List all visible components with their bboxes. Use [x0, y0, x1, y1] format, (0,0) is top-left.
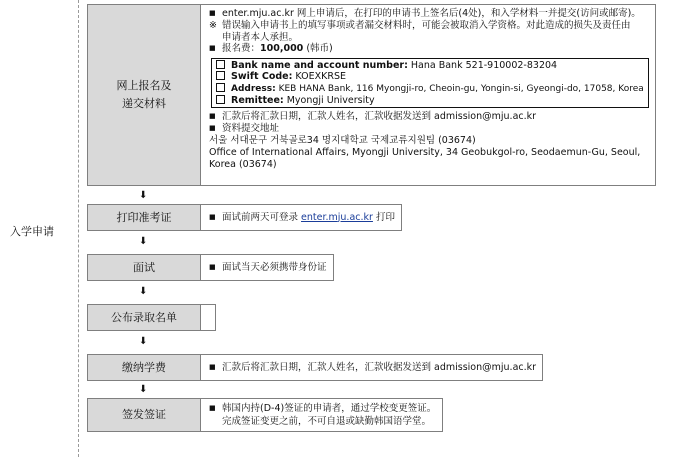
step-online-application: [87, 4, 656, 186]
swift-line: [216, 71, 644, 82]
step-interview: [87, 254, 334, 281]
step-content: [201, 399, 442, 431]
note-line1: 错误输入申请书上的填写事项或者漏交材料时，可能会被取消入学资格。对此造成的损失及责任由: [222, 19, 631, 31]
step-content: [201, 305, 215, 330]
bank-label: Bank name and account number:: [231, 60, 408, 72]
ticket-text: 面试前两天可登录: [222, 211, 302, 223]
bank-account-line: [216, 60, 644, 71]
address-korean: 서울 서대문구 거북골로34 명지대학교 국제교류지원팀 (03674): [209, 134, 476, 146]
fee-prefix: 报名费：: [222, 43, 261, 55]
down-arrow-icon: ⬇: [139, 384, 148, 395]
step-label: [88, 5, 201, 185]
bullet-tuition: ■ 汇款后将汇款日期，汇款人姓名，汇款收据发送到 admission@mju.ac.kr: [209, 362, 536, 374]
section-label: 入学申请: [10, 225, 54, 238]
step-visa: [87, 398, 443, 432]
step-content: [201, 255, 333, 280]
step-label: 缴纳学费: [88, 355, 201, 380]
swift-label: Swift Code:: [231, 71, 293, 83]
address-english-line1: Office of International Affairs, Myongji University, 34 Geobukgol-ro, Seodaemun-Gu, Seoul,: [209, 146, 641, 158]
bullet-apply-online: ■ enter.mju.ac.kr 网上申请后，在打印的申请书上签名后(4处)，和入学材料一并提交(访问或邮寄)。: [209, 8, 649, 20]
step-content: [201, 205, 401, 230]
down-arrow-icon: ⬇: [139, 236, 148, 247]
bullet-visa: ■ 韩国内持(D-4)签证的申请者，通过学校变更签证。: [209, 402, 436, 415]
down-arrow-icon: ⬇: [139, 286, 148, 297]
address-english-line2: Korea (03674): [209, 158, 277, 170]
step-content: [201, 355, 542, 380]
address-value: KEB HANA Bank, 116 Myongji-ro, Cheoin-gu, Yongin-si, Gyeongi-do, 17058, Korea: [275, 83, 644, 94]
address-label: Address:: [231, 83, 276, 94]
checkbox-icon: [216, 71, 225, 80]
address-line: [216, 83, 644, 95]
checkbox-icon: [216, 83, 225, 92]
note-line2: 申请者本人承担。: [222, 31, 299, 43]
step-label-line2: 递交材料: [122, 97, 166, 110]
bullet-send-receipt: ■ 汇款后将汇款日期，汇款人姓名，汇款收据发送到 admission@mju.ac.kr: [209, 111, 649, 123]
swift-value: KOEXKRSE: [292, 71, 346, 83]
section-divider: [78, 0, 79, 457]
down-arrow-icon: ⬇: [139, 190, 148, 201]
fee-suffix: (韩币): [303, 43, 333, 55]
down-arrow-icon: ⬇: [139, 336, 148, 347]
remittee-value: Myongji University: [283, 95, 375, 107]
bank-value: Hana Bank 521-910002-83204: [407, 60, 558, 72]
step-label: 打印准考证: [88, 205, 201, 230]
bullet-submit-address: ■ 资料提交地址: [209, 123, 649, 135]
step-label-line1: 网上报名及: [116, 79, 172, 92]
remittee-label: Remittee:: [231, 95, 284, 107]
warning-note: [209, 20, 649, 32]
step-label: 签发签证: [88, 399, 201, 431]
step-result-announcement: [87, 304, 216, 331]
bank-info-box: [211, 58, 649, 108]
step-label: 面试: [88, 255, 201, 280]
note-mark: ※: [209, 19, 217, 31]
step-label: 公布录取名单: [88, 305, 201, 330]
checkbox-icon: [216, 60, 225, 69]
step-tuition: [87, 354, 543, 381]
bullet-fee: [209, 43, 649, 55]
checkbox-icon: [216, 95, 225, 104]
bullet-ticket: [209, 212, 395, 224]
ticket-text-after: 打印: [372, 211, 395, 223]
bullet-interview: ■ 面试当天必须携带身份证: [209, 262, 327, 274]
remittee-line: [216, 95, 644, 106]
visa-line2: 完成签证变更之前，不可自退或缺勤韩国语学堂。: [222, 416, 432, 427]
fee-amount: 100,000: [260, 43, 304, 55]
enter-site-link[interactable]: enter.mju.ac.kr: [301, 211, 373, 223]
step-admission-ticket: [87, 204, 402, 231]
step-content: [201, 5, 655, 185]
